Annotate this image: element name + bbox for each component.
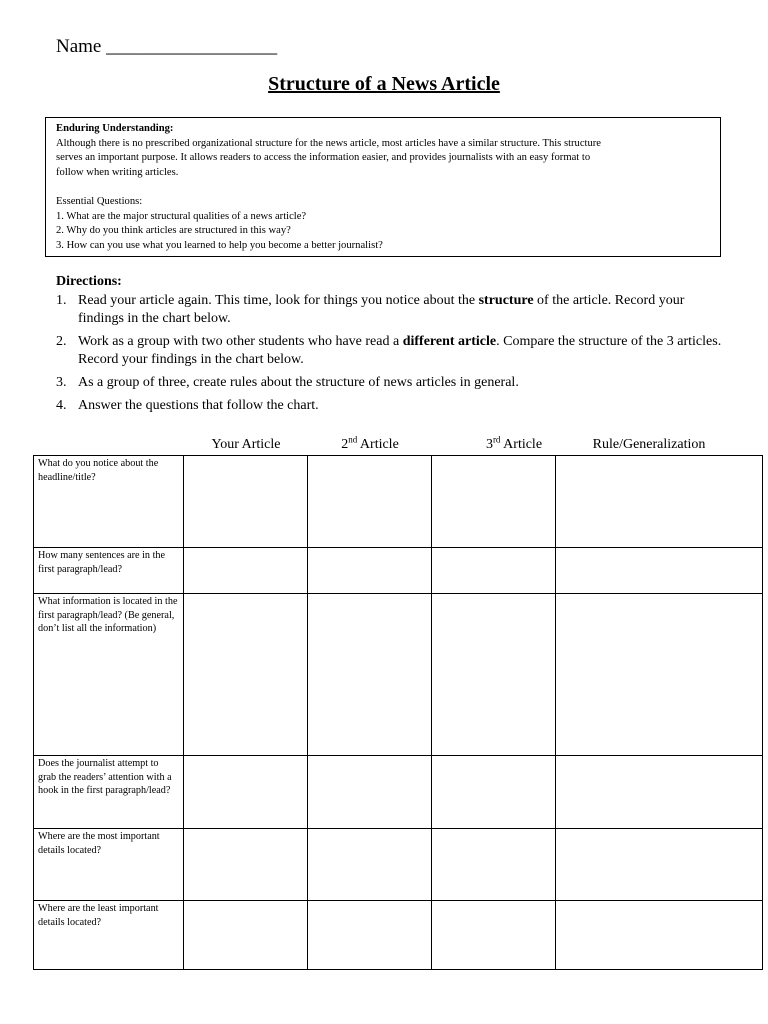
direction-item: 4. Answer the questions that follow the chart. (56, 398, 319, 413)
column-header-2nd-article: 2nd Article (341, 434, 399, 452)
enduring-text-line: follow when writing articles. (56, 166, 179, 178)
chart-row (34, 456, 763, 548)
enduring-text-line: Although there is no prescribed organizational structure for the news article, most articles have a similar structure. This structure (56, 137, 602, 149)
chart-question: How many sentences are in the first paragraph/lead? (34, 548, 184, 594)
column-header-your-article: Your Article (211, 437, 281, 452)
answer-cell[interactable] (308, 456, 432, 548)
chart-question: What information is located in the first paragraph/lead? (Be general, don’t list all the information) (34, 594, 184, 756)
answer-cell[interactable] (308, 901, 432, 970)
direction-number: 4. (56, 398, 67, 413)
essential-question: 3. How can you use what you learned to help you become a better journalist? (56, 239, 383, 251)
answer-cell[interactable] (308, 548, 432, 594)
column-header-3rd-article: 3rd Article (485, 434, 543, 452)
essential-question: 2. Why do you think articles are structured in this way? (56, 225, 291, 237)
column-header-rule: Rule/Generalization (592, 437, 706, 452)
enduring-understanding-heading: Enduring Understanding: (56, 123, 174, 134)
name-field-label: Name __________________ (56, 36, 278, 57)
direction-number: 1. (56, 293, 67, 308)
directions-section (56, 273, 726, 420)
page-title: Structure of a News Article (268, 73, 500, 95)
answer-cell[interactable] (184, 456, 308, 548)
direction-item: 2. Work as a group with two other students who have read a different article. Compare the structure of the 3 articles. Record your findings in the chart below. (56, 334, 722, 367)
enduring-understanding-box (45, 117, 721, 257)
answer-cell[interactable] (556, 548, 763, 594)
answer-cell[interactable] (556, 594, 763, 756)
answer-cell[interactable] (432, 594, 556, 756)
answer-cell[interactable] (556, 756, 763, 829)
answer-cell[interactable] (556, 901, 763, 970)
answer-cell[interactable] (432, 548, 556, 594)
answer-cell[interactable] (432, 901, 556, 970)
answer-cell[interactable] (184, 756, 308, 829)
chart-row (34, 756, 763, 829)
direction-item: 1. Read your article again. This time, look for things you notice about the structure of the article. Record your findings in the chart below. (56, 293, 685, 326)
chart-row (34, 829, 763, 901)
answer-cell[interactable] (184, 829, 308, 901)
direction-item: 3. As a group of three, create rules about the structure of news articles in general. (56, 375, 519, 390)
answer-cell[interactable] (432, 829, 556, 901)
essential-questions-heading: Essential Questions: (56, 195, 143, 207)
answer-cell[interactable] (308, 594, 432, 756)
chart-row (34, 901, 763, 970)
answer-cell[interactable] (184, 594, 308, 756)
answer-cell[interactable] (556, 829, 763, 901)
structure-chart (33, 455, 763, 970)
chart-question: Where are the most important details located? (34, 829, 184, 901)
chart-question: What do you notice about the headline/title? (34, 456, 184, 548)
chart-row (34, 548, 763, 594)
chart-column-headers (0, 434, 768, 455)
chart-question: Where are the least important details located? (34, 901, 184, 970)
direction-number: 3. (56, 375, 67, 390)
chart-row (34, 594, 763, 756)
answer-cell[interactable] (308, 829, 432, 901)
enduring-text-line: serves an important purpose. It allows readers to access the information easier, and provides journalists with an easy format to (56, 152, 591, 164)
answer-cell[interactable] (432, 756, 556, 829)
essential-question: 1. What are the major structural qualities of a news article? (56, 210, 307, 222)
chart-question: Does the journalist attempt to grab the readers’ attention with a hook in the first paragraph/lead? (34, 756, 184, 829)
answer-cell[interactable] (308, 756, 432, 829)
answer-cell[interactable] (432, 456, 556, 548)
answer-cell[interactable] (184, 901, 308, 970)
directions-heading: Directions: (56, 274, 122, 289)
direction-number: 2. (56, 334, 67, 349)
answer-cell[interactable] (184, 548, 308, 594)
answer-cell[interactable] (556, 456, 763, 548)
